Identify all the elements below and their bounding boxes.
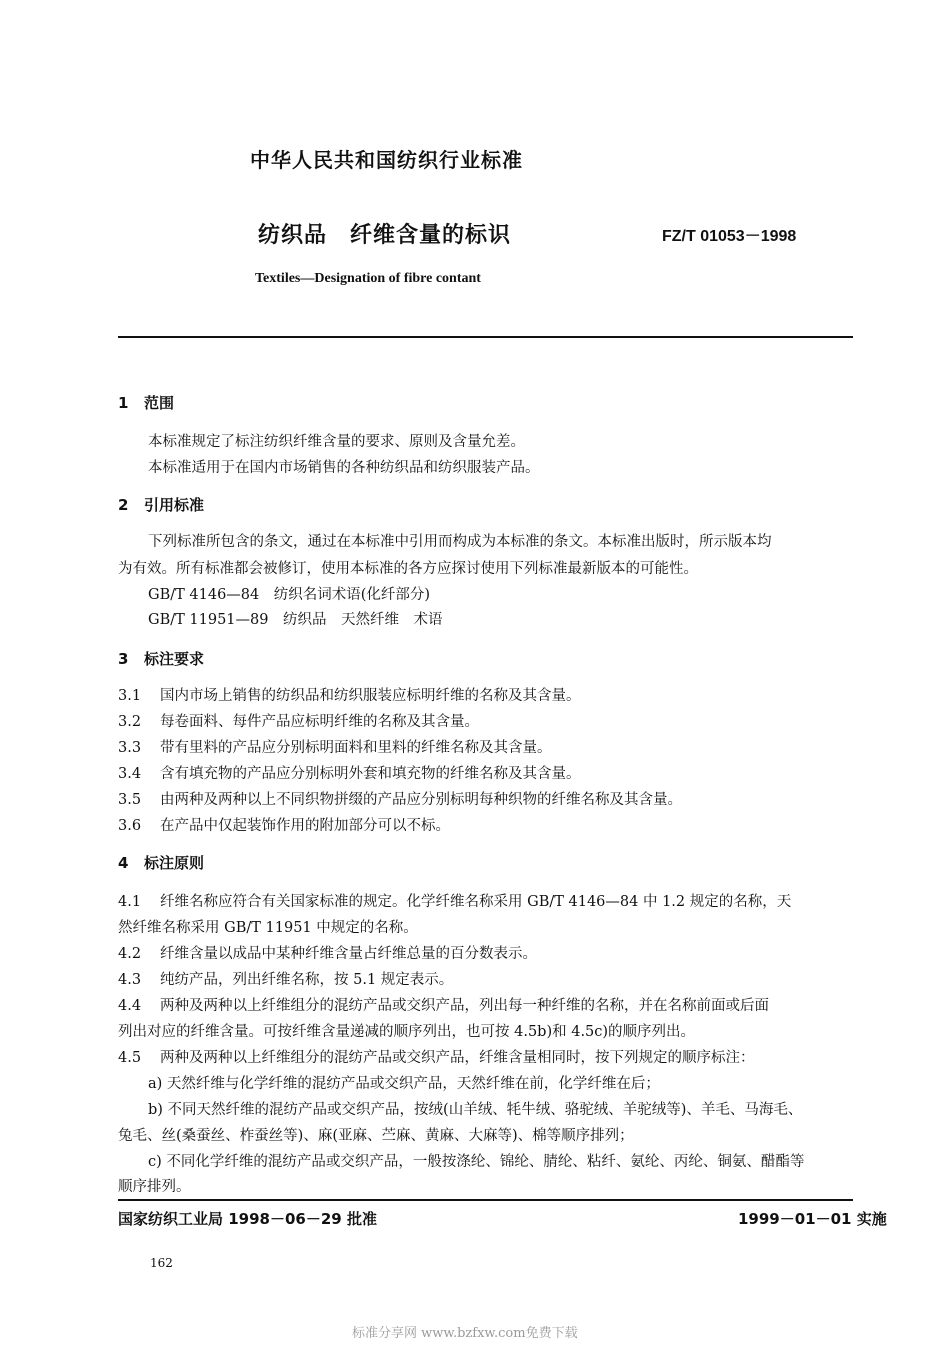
- document-title: 纺织品 纤维含量的标识: [258, 223, 512, 248]
- document-header: 中华人民共和国纺织行业标准: [250, 148, 523, 172]
- clause-text: 纯纺产品，列出纤维名称，按 5.1 规定表示。: [160, 972, 454, 988]
- reference-item: GB/T 11951—89 纺织品 天然纤维 术语: [148, 612, 443, 628]
- clause-text: 纤维名称应符合有关国家标准的规定。化学纤维名称采用 GB/T 4146—84 中 1.2 规定的名称，天: [160, 894, 792, 910]
- clause-text: 两种及两种以上纤维组分的混纺产品或交织产品，列出每一种纤维的名称，并在名称前面或后面: [160, 998, 769, 1014]
- section-number: 1: [118, 394, 129, 412]
- section-title: 标注要求: [144, 650, 205, 668]
- clause-item: [118, 1046, 755, 1067]
- approval-date: 国家纺织工业局 1998－06－29 批准: [118, 1210, 377, 1228]
- clause-text: 两种及两种以上纤维组分的混纺产品或交织产品，纤维含量相同时，按下列规定的顺序标注：: [160, 1050, 755, 1066]
- clause-number: 4.4: [118, 998, 142, 1014]
- clause-text: 在产品中仅起装饰作用的附加部分可以不标。: [160, 818, 450, 834]
- clause-text: 含有填充物的产品应分别标明外套和填充物的纤维名称及其含量。: [160, 766, 581, 782]
- clause-number: 3.1: [118, 688, 142, 704]
- section-number: 2: [118, 496, 129, 514]
- section-title: 引用标准: [144, 496, 205, 514]
- sub-item: b) 不同天然纤维的混纺产品或交织产品，按绒(山羊绒、牦牛绒、骆驼绒、羊驼绒等)、羊毛、马海毛、: [148, 1102, 803, 1118]
- paragraph: 本标准规定了标注纺织纤维含量的要求、原则及含量允差。: [148, 434, 525, 450]
- clause-text: 带有里料的产品应分别标明面料和里料的纤维名称及其含量。: [160, 740, 552, 756]
- watermark: 标准分享网 www.bzfxw.com免费下载: [352, 1326, 578, 1341]
- reference-item: GB/T 4146—84 纺织名词术语(化纤部分): [148, 587, 431, 603]
- top-divider: [118, 336, 853, 338]
- page-number: 162: [150, 1256, 173, 1270]
- section-number: 4: [118, 854, 129, 872]
- section-title: 标注原则: [144, 854, 205, 872]
- implementation-date: 1999－01－01 实施: [738, 1210, 887, 1228]
- clause-continuation: 然纤维名称采用 GB/T 11951 中规定的名称。: [118, 920, 418, 936]
- section-2-heading: [118, 494, 204, 515]
- clause-number: 3.3: [118, 740, 142, 756]
- clause-item: [118, 890, 791, 911]
- section-4-heading: [118, 852, 204, 873]
- section-3-heading: [118, 648, 204, 669]
- section-title: 范围: [144, 394, 175, 412]
- clause-number: 3.4: [118, 766, 142, 782]
- clause-number: 3.2: [118, 714, 142, 730]
- clause-continuation: 列出对应的纤维含量。可按纤维含量递减的顺序列出，也可按 4.5b)和 4.5c)的顺序列出。: [118, 1024, 696, 1040]
- sub-item-continuation: 顺序排列。: [118, 1179, 191, 1195]
- clause-number: 4.1: [118, 894, 142, 910]
- clause-text: 国内市场上销售的纺织品和纺织服装应标明纤维的名称及其含量。: [160, 688, 581, 704]
- clause-item: [118, 710, 479, 731]
- paragraph-line: 为有效。所有标准都会被修订，使用本标准的各方应探讨使用下列标准最新版本的可能性。: [118, 561, 698, 577]
- clause-number: 4.5: [118, 1050, 142, 1066]
- english-title: Textiles—Designation of fibre contant: [255, 271, 481, 286]
- sub-item: a) 天然纤维与化学纤维的混纺产品或交织产品，天然纤维在前，化学纤维在后；: [148, 1076, 660, 1092]
- clause-item: [118, 788, 682, 809]
- clause-item: [118, 968, 453, 989]
- bottom-divider: [118, 1199, 853, 1201]
- sub-item-continuation: 兔毛、丝(桑蚕丝、柞蚕丝等)、麻(亚麻、苎麻、黄麻、大麻等)、棉等顺序排列；: [118, 1128, 634, 1144]
- standard-code: FZ/T 01053－1998: [662, 228, 797, 245]
- paragraph: 本标准适用于在国内市场销售的各种纺织品和纺织服装产品。: [148, 460, 540, 476]
- clause-number: 4.3: [118, 972, 142, 988]
- clause-text: 纤维含量以成品中某种纤维含量占纤维总量的百分数表示。: [160, 946, 537, 962]
- section-1-heading: [118, 392, 174, 413]
- sub-item: c) 不同化学纤维的混纺产品或交织产品，一般按涤纶、锦纶、腈纶、粘纤、氨纶、丙纶、铜氨、醋酯等: [148, 1154, 805, 1170]
- clause-item: [118, 762, 581, 783]
- clause-item: [118, 814, 450, 835]
- clause-item: [118, 684, 581, 705]
- clause-text: 由两种及两种以上不同织物拼缀的产品应分别标明每种织物的纤维名称及其含量。: [160, 792, 682, 808]
- clause-item: [118, 942, 537, 963]
- clause-number: 3.6: [118, 818, 142, 834]
- section-number: 3: [118, 650, 129, 668]
- clause-number: 3.5: [118, 792, 142, 808]
- clause-text: 每卷面料、每件产品应标明纤维的名称及其含量。: [160, 714, 479, 730]
- clause-number: 4.2: [118, 946, 142, 962]
- clause-item: [118, 736, 552, 757]
- clause-item: [118, 994, 769, 1015]
- paragraph-line: 下列标准所包含的条文，通过在本标准中引用而构成为本标准的条文。本标准出版时，所示版本均: [148, 534, 772, 550]
